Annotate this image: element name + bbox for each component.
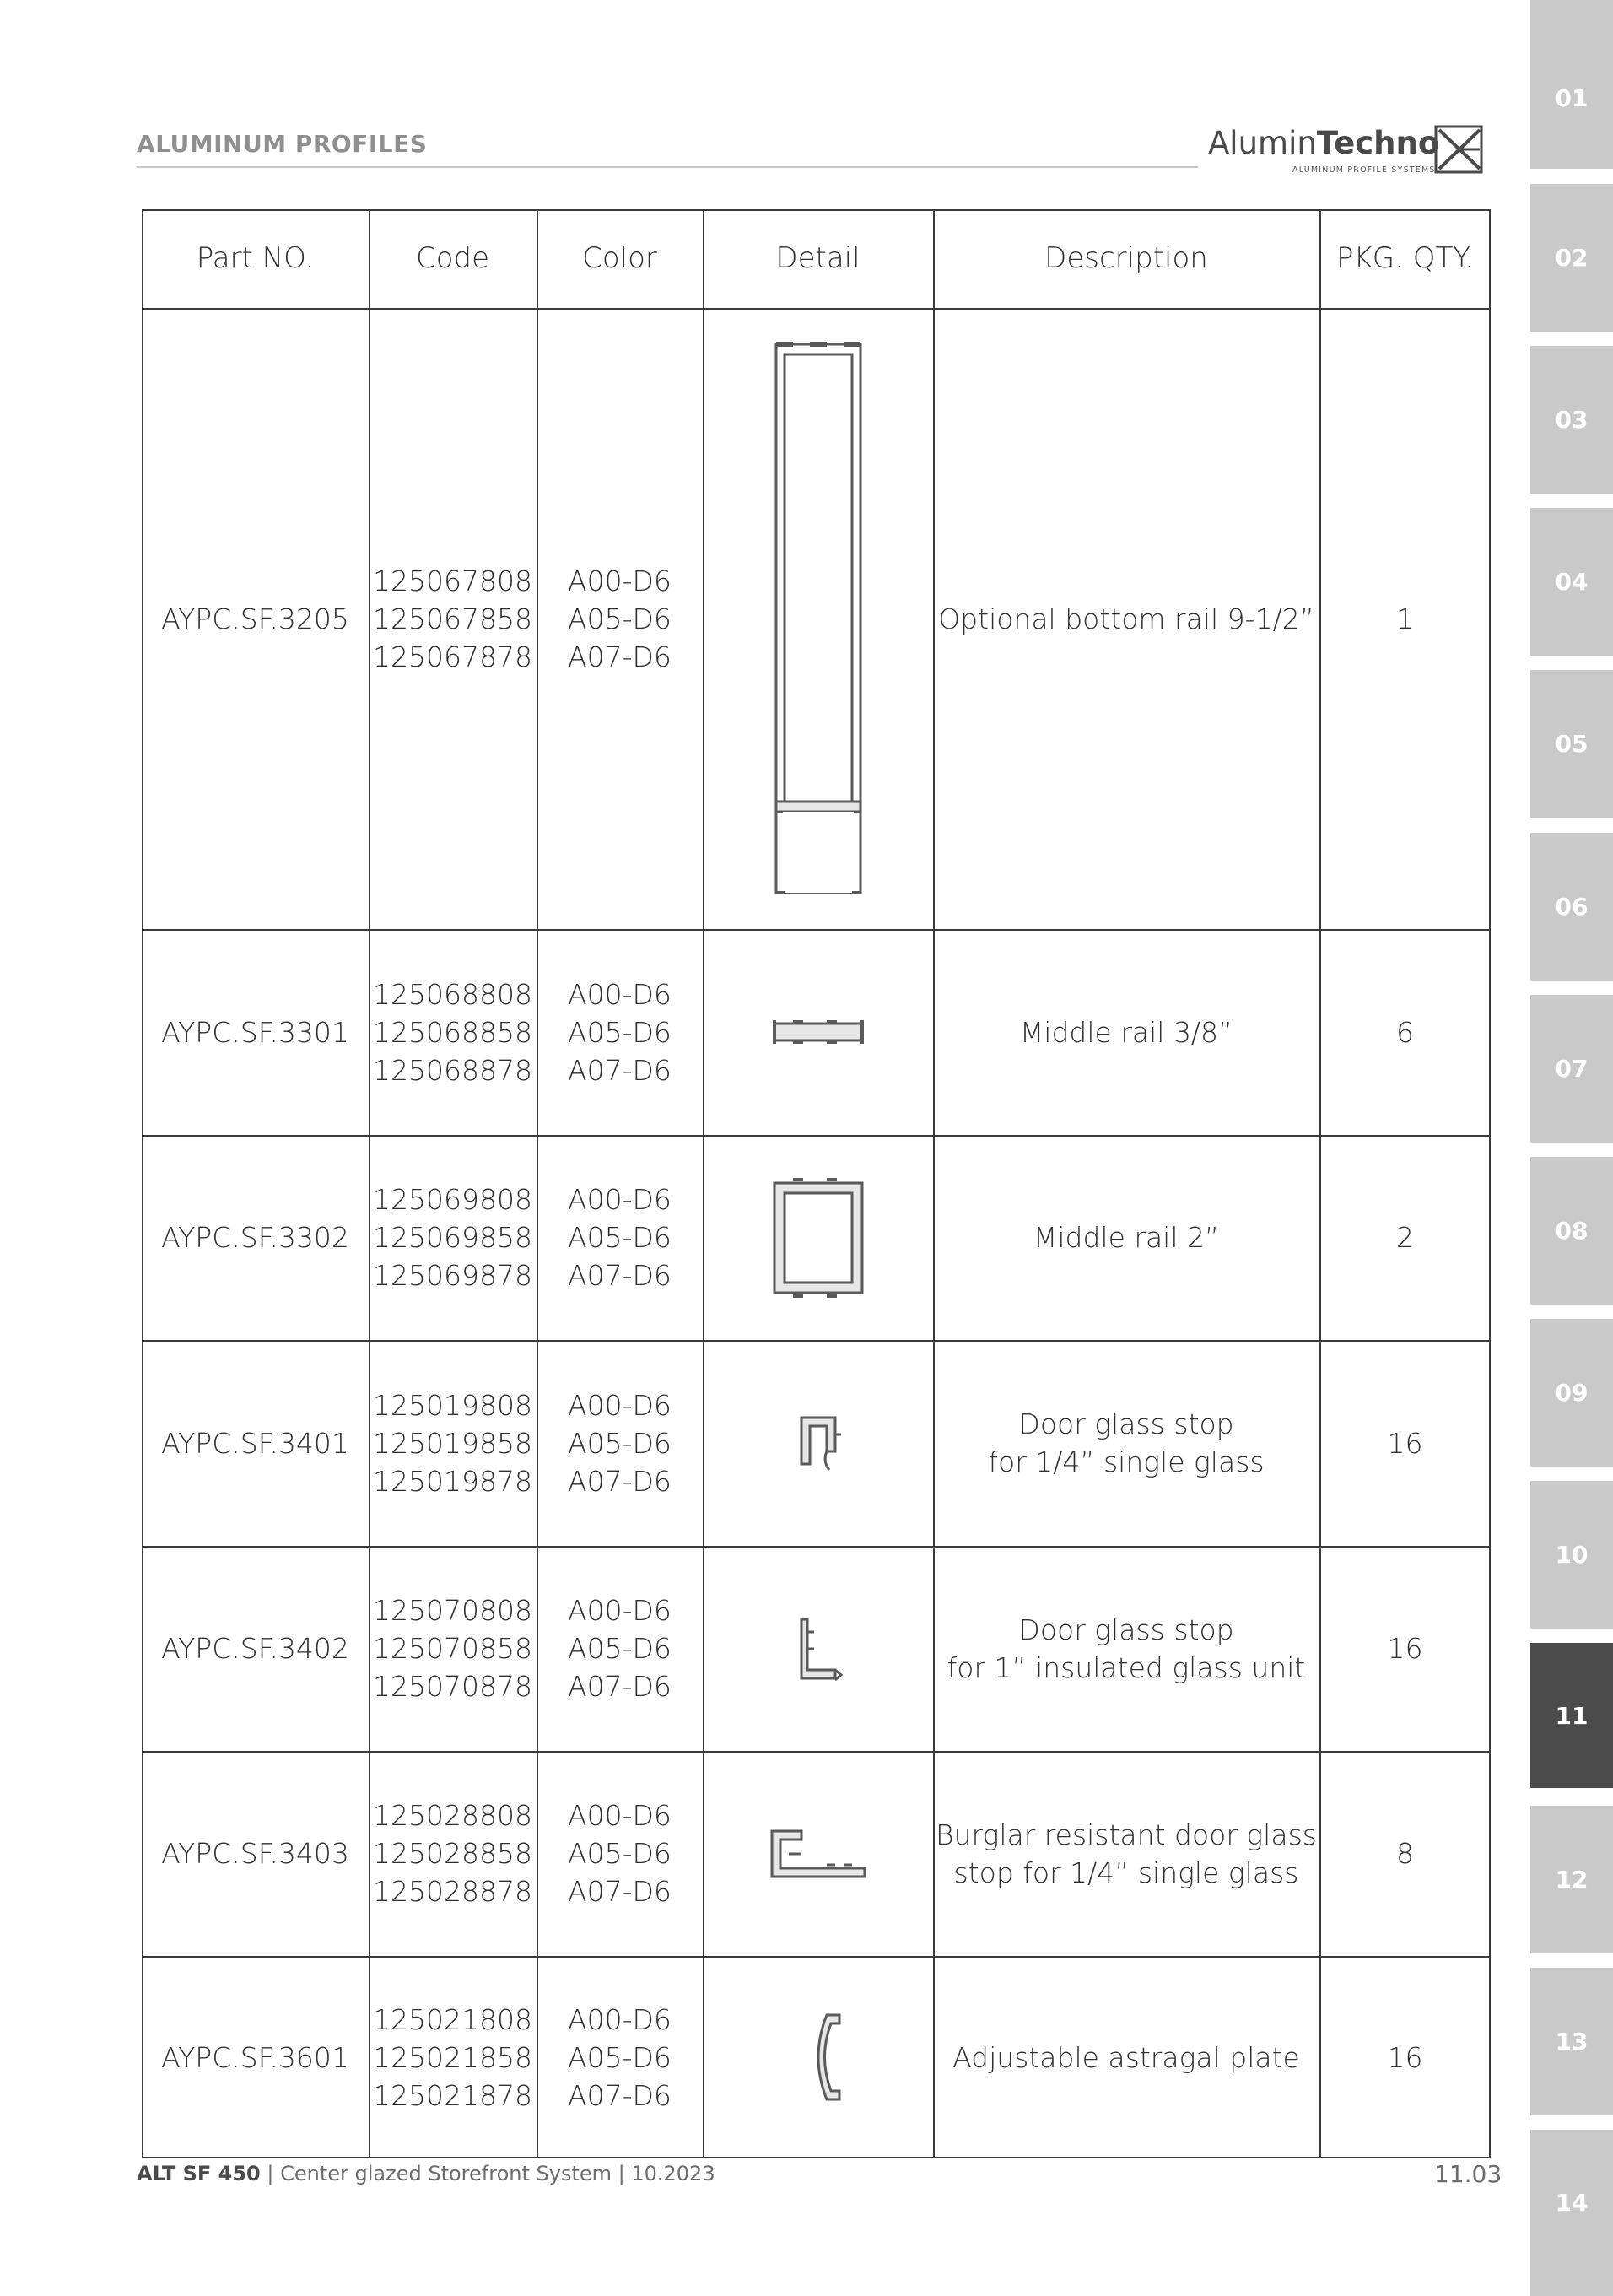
chapter-tabs xyxy=(1530,0,1613,2296)
chapter-tab-11[interactable]: 11 xyxy=(1530,1643,1613,1788)
pkg-qty-cell: 8 xyxy=(1396,1837,1414,1870)
description-cell: Adjustable astragal plate xyxy=(952,2040,1300,2074)
pkg-qty-cell: 2 xyxy=(1396,1221,1414,1254)
color-cell: A00-D6 A05-D6 A07-D6 xyxy=(568,1799,672,1908)
chapter-tab-08[interactable]: 08 xyxy=(1530,1157,1613,1305)
pkg-qty-cell: 6 xyxy=(1396,1015,1414,1049)
description-cell: Door glass stop for 1/4” single glass xyxy=(988,1407,1265,1478)
code-cell: 125067808 125067858 125067878 xyxy=(373,564,532,673)
chapter-tab-09[interactable]: 09 xyxy=(1530,1319,1613,1467)
color-cell: A00-D6 A05-D6 A07-D6 xyxy=(568,2002,672,2112)
brand-tagline: ALUMINUM PROFILE SYSTEMS xyxy=(1292,165,1436,175)
description-cell: Middle rail 2” xyxy=(1033,1221,1220,1254)
burglar-resistant-stop-profile-icon xyxy=(763,1824,873,1883)
part-number-cell: AYPC.SF.3401 xyxy=(161,1426,349,1460)
color-cell: A00-D6 A05-D6 A07-D6 xyxy=(568,564,672,673)
description-cell: Door glass stop for 1” insulated glass unit xyxy=(947,1613,1306,1684)
pkg-qty-cell: 1 xyxy=(1396,602,1414,635)
description-cell: Burglar resistant door glass stop for 1/4” single glass xyxy=(936,1818,1317,1889)
chapter-tab-10[interactable]: 10 xyxy=(1530,1481,1613,1629)
color-cell: A00-D6 A05-D6 A07-D6 xyxy=(568,1594,672,1703)
chapter-tab-14[interactable]: 14 xyxy=(1530,2130,1613,2296)
part-number-cell: AYPC.SF.3302 xyxy=(161,1221,349,1254)
glass-stop-single-profile-icon xyxy=(789,1409,848,1477)
footer-product-info: ALT SF 450 | Center glazed Storefront System | 10.2023 xyxy=(137,2162,715,2185)
brand-name: AluminTechno xyxy=(1208,125,1440,161)
chapter-tab-02[interactable]: 02 xyxy=(1530,184,1613,332)
astragal-plate-profile-icon xyxy=(789,2007,848,2108)
code-cell: 125069808 125069858 125069878 xyxy=(373,1183,532,1292)
chapter-tab-04[interactable]: 04 xyxy=(1530,508,1613,656)
header-description: Description xyxy=(1044,241,1208,275)
part-number-cell: AYPC.SF.3402 xyxy=(161,1632,349,1665)
brand-mark-icon xyxy=(1434,125,1483,174)
middle-rail-box-profile-icon xyxy=(759,1175,877,1301)
code-cell: 125070808 125070858 125070878 xyxy=(373,1594,532,1703)
part-number-cell: AYPC.SF.3301 xyxy=(161,1015,349,1049)
description-cell: Middle rail 3/8” xyxy=(1019,1015,1233,1049)
chapter-tab-01[interactable]: 01 xyxy=(1530,0,1613,169)
pkg-qty-cell: 16 xyxy=(1387,1632,1423,1665)
header-detail: Detail xyxy=(775,241,860,275)
color-cell: A00-D6 A05-D6 A07-D6 xyxy=(568,1183,672,1292)
part-number-cell: AYPC.SF.3403 xyxy=(161,1837,349,1870)
part-number-cell: AYPC.SF.3601 xyxy=(161,2040,349,2074)
description-cell: Optional bottom rail 9-1/2” xyxy=(938,602,1314,635)
header-pkg-qty: PKG. QTY. xyxy=(1336,241,1474,275)
code-cell: 125019808 125019858 125019878 xyxy=(373,1388,532,1498)
header-divider xyxy=(137,166,1198,168)
code-cell: 125028808 125028858 125028878 xyxy=(373,1799,532,1908)
chapter-tab-05[interactable]: 05 xyxy=(1530,670,1613,818)
header-color: Color xyxy=(582,241,657,275)
section-title: ALUMINUM PROFILES xyxy=(137,130,428,158)
part-number-cell: AYPC.SF.3205 xyxy=(161,602,349,635)
header-part-no: Part NO. xyxy=(196,241,315,275)
pkg-qty-cell: 16 xyxy=(1387,2040,1423,2074)
brand-logo xyxy=(1208,125,1486,176)
chapter-tab-03[interactable]: 03 xyxy=(1530,346,1613,494)
code-cell: 125021808 125021858 125021878 xyxy=(373,2002,532,2112)
bottom-rail-profile-icon xyxy=(759,336,877,901)
header-code: Code xyxy=(415,241,490,275)
chapter-tab-07[interactable]: 07 xyxy=(1530,995,1613,1143)
middle-rail-thin-profile-icon xyxy=(759,1015,877,1049)
table-column-line xyxy=(703,209,704,2158)
color-cell: A00-D6 A05-D6 A07-D6 xyxy=(568,1388,672,1498)
chapter-tab-12[interactable]: 12 xyxy=(1530,1806,1613,1953)
color-cell: A00-D6 A05-D6 A07-D6 xyxy=(568,977,672,1087)
chapter-tab-06[interactable]: 06 xyxy=(1530,833,1613,981)
chapter-tab-13[interactable]: 13 xyxy=(1530,1968,1613,2115)
code-cell: 125068808 125068858 125068878 xyxy=(373,977,532,1087)
page-number: 11.03 xyxy=(1434,2160,1502,2188)
profiles-table xyxy=(142,209,1491,2158)
glass-stop-insulated-profile-icon xyxy=(789,1611,848,1687)
pkg-qty-cell: 16 xyxy=(1387,1426,1423,1460)
